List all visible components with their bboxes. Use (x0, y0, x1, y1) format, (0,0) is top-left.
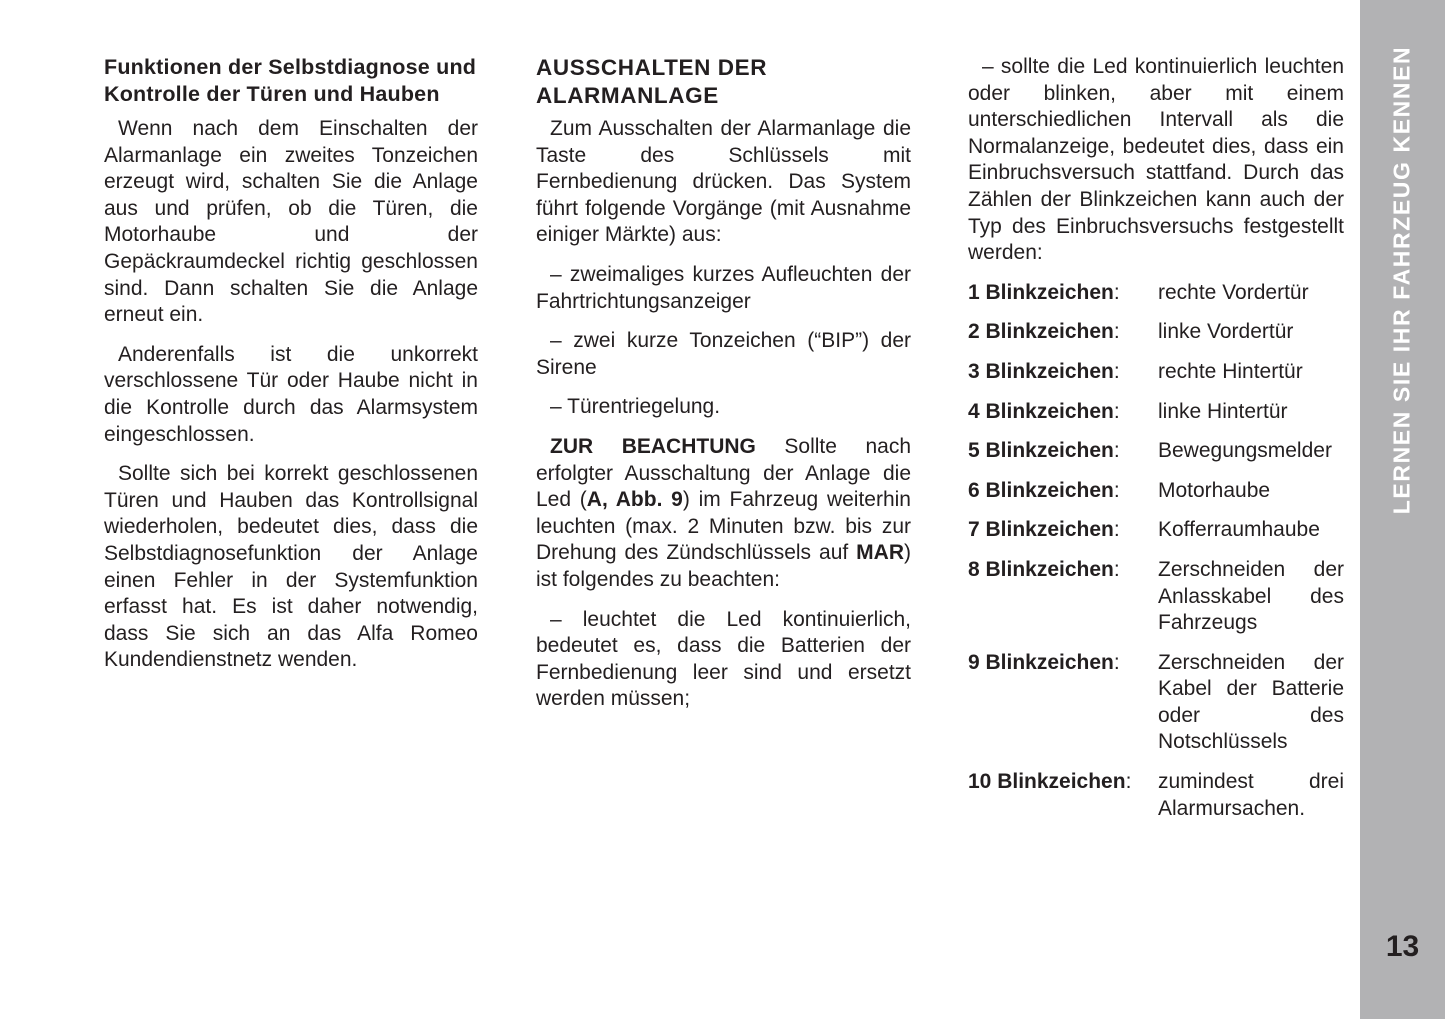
figure-reference: A, Abb. 9 (586, 488, 683, 512)
page-number: 13 (1385, 930, 1420, 963)
blink-code-description: rechte Hintertür (1158, 359, 1303, 383)
ignition-position: MAR (856, 541, 904, 565)
blink-code-list (968, 280, 1344, 823)
blink-code-label: 9 Blinkzeichen: (968, 650, 1120, 674)
blink-code-row (968, 650, 1344, 756)
paragraph: Wenn nach dem Einschalten der Alarmanlage ein zweites Tonzeichen erzeugt wird, schalten Sie die Anlage aus und prüfen, ob die Türen, die Motorhaube und der Gepäckraumdeckel richtig geschlossen sind. Dann schalten Sie die Anlage erneut ein. (104, 117, 478, 327)
note-text: ) ist folgendes zu beachten: (536, 541, 911, 591)
note-paragraph (536, 434, 911, 594)
blink-code-label: 8 Blinkzeichen: (968, 557, 1120, 581)
blink-code-row (968, 280, 1344, 307)
list-item: – leuchtet die Led kontinuierlich, bedeutet es, dass die Batterien der Fernbedienung leer sind und ersetzt werden müssen; (536, 607, 911, 711)
paragraph: – sollte die Led kontinuierlich leuchten oder blinken, aber mit einem unterschiedlichen Intervall als die Normalanzeige, bedeutet dies, dass ein Einbruchsversuch stattfand. Durch das Zählen der Blinkzeichen kann auch der Typ des Einbruchsversuchs festgestellt werden: (968, 55, 1344, 265)
blink-code-row (968, 557, 1344, 637)
blink-code-description: Zerschneiden der Kabel der Batterie oder des Notschlüssels (1158, 650, 1344, 754)
blink-code-row (968, 319, 1344, 346)
blink-code-row (968, 359, 1344, 386)
blink-code-row (968, 478, 1344, 505)
list-item: – Türentriegelung. (550, 395, 721, 419)
blink-code-row (968, 399, 1344, 426)
blink-code-description: linke Vordertür (1158, 320, 1294, 344)
blink-code-label: 7 Blinkzeichen: (968, 518, 1120, 542)
blink-code-description: linke Hintertür (1158, 399, 1288, 423)
list-item: – zwei kurze Tonzeichen (“BIP”) der Sirene (536, 329, 911, 379)
blink-code-row (968, 517, 1344, 544)
blink-code-label: 5 Blinkzeichen: (968, 439, 1120, 463)
blink-code-row (968, 769, 1344, 822)
note-label: ZUR BEACHTUNG (550, 434, 756, 458)
paragraph: Anderenfalls ist die unkorrekt verschlossene Tür oder Haube nicht in die Kontrolle durch das Alarmsystem eingeschlossen. (104, 342, 478, 446)
blink-code-label: 4 Blinkzeichen: (968, 399, 1120, 423)
column-left (104, 54, 478, 687)
blink-code-description: Zerschneiden der Anlasskabel des Fahrzeugs (1158, 557, 1344, 635)
blink-code-description: Kofferraumhaube (1158, 518, 1320, 542)
paragraph: Zum Ausschalten der Alarmanlage die Taste des Schlüssels mit Fernbedienung drücken. Das System führt folgende Vorgänge (mit Ausnahme einiger Märkte) aus: (536, 117, 911, 247)
blink-code-description: Motorhaube (1158, 478, 1271, 502)
list-item: – zweimaliges kurzes Aufleuchten der Fahrtrichtungsanzeiger (536, 262, 911, 313)
blink-code-row (968, 438, 1344, 465)
blink-code-label: 3 Blinkzeichen: (968, 359, 1120, 383)
blink-code-label: 6 Blinkzeichen: (968, 478, 1120, 502)
paragraph: Sollte sich bei korrekt geschlossenen Türen und Hauben das Kontrollsignal wiederholen, bedeutet dies, dass die Selbstdiagnosefunktion der Anlage einen Fehler in der Systemfunktion erfasst hat. Es ist daher notwendig, dass Sie sich an das Alfa Romeo Kundendienstnetz wenden. (104, 462, 478, 672)
chapter-sidebar (1360, 0, 1445, 1019)
section-heading: AUSSCHALTEN DER ALARMANLAGE (536, 55, 768, 108)
column-right (968, 54, 1344, 835)
blink-code-label: 2 Blinkzeichen: (968, 320, 1120, 344)
blink-code-description: zumindest drei Alarmursachen. (1158, 770, 1344, 820)
blink-code-label: 10 Blinkzeichen: (968, 770, 1132, 794)
column-middle (536, 54, 911, 726)
blink-code-label: 1 Blinkzeichen: (968, 280, 1120, 304)
blink-code-description: Bewegungsmelder (1158, 439, 1332, 463)
blink-code-description: rechte Vordertür (1158, 280, 1309, 304)
note-text: ) im Fahrzeug weiterhin leuchten (max. 2 Minuten bzw. bis zur Drehung des Zündschlüssels auf (536, 488, 911, 565)
chapter-title: LERNEN SIE IHR FAHRZEUG KENNEN (1388, 45, 1415, 515)
section-heading: Funktionen der Selbstdiagnose und Kontrolle der Türen und Hauben (104, 55, 477, 106)
note-text: Sollte nach erfolgter Ausschaltung der Anlage die Led ( (536, 434, 911, 512)
